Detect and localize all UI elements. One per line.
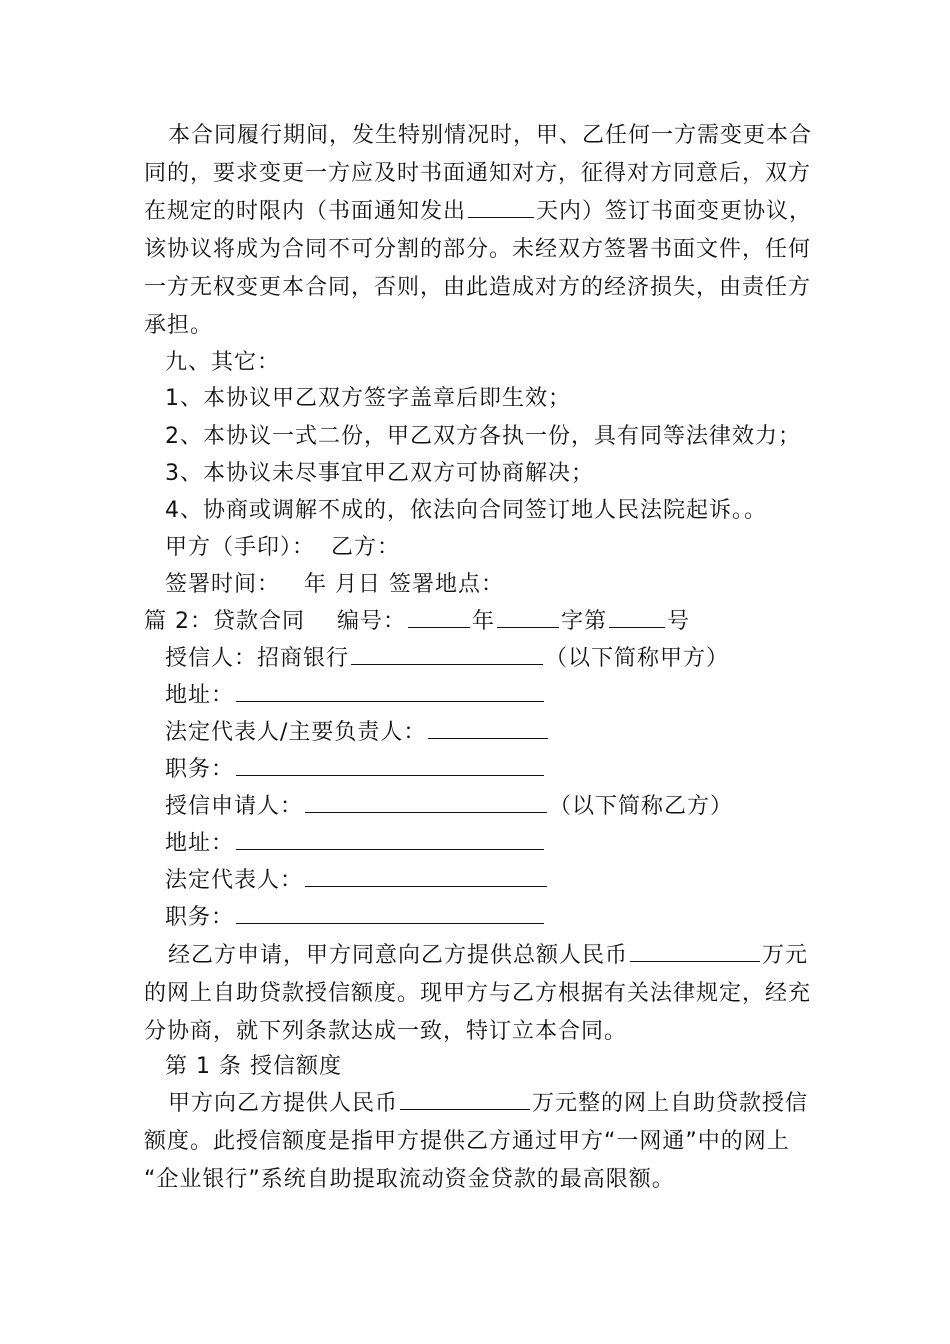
para3-line-2: 额度。此授信额度是指甲方提供乙方通过甲方“一网通”中的网上 [144, 1129, 790, 1154]
sign-time: 签署时间： 年 月日 签署地点： [165, 572, 504, 597]
creditor-rep [165, 720, 550, 746]
para3-line-1a: 甲方向乙方提供人民币 [168, 1091, 399, 1116]
article2-hao: 号 [667, 609, 691, 634]
applicant-rep [165, 868, 549, 894]
blank-applicant-title [236, 905, 544, 924]
applicant-label: 授信申请人： [165, 794, 304, 819]
para3-line-1 [168, 1091, 808, 1117]
blank-creditor-title [236, 757, 544, 776]
blank-creditor-address [236, 683, 544, 702]
para1-line-5: 一方无权变更本合同，否则，由此造成对方的经济损失，由责任方 [144, 275, 812, 300]
applicant-title-label: 职务： [165, 905, 235, 930]
para1-line-2: 同的，要求变更一方应及时书面通知对方，征得对方同意后，双方 [144, 161, 812, 186]
applicant-rep-label: 法定代表人： [165, 868, 304, 893]
applicant-address-label: 地址： [165, 831, 235, 856]
article2-year: 年 [471, 609, 495, 634]
blank-amount-1 [630, 943, 760, 962]
section9-item-1: 1、本协议甲乙双方签字盖章后即生效； [165, 386, 571, 411]
blank-amount-2 [400, 1091, 530, 1110]
section9-item-4: 4、协商或调解不成的，依法向合同签订地人民法院起诉。。 [165, 498, 767, 523]
para2-line-1 [168, 943, 808, 969]
party-sign: 甲方（手印）： 乙方： [165, 535, 400, 560]
blank-applicant [305, 794, 547, 813]
para1-line-4: 该协议将成为合同不可分割的部分。未经双方签署书面文件，任何 [144, 237, 812, 262]
blank-applicant-rep [305, 868, 547, 887]
article2-zi: 字第 [560, 609, 607, 634]
para2-line-1a: 经乙方申请，甲方同意向乙方提供总额人民币 [168, 943, 629, 968]
clause1-title: 第 1 条 授信额度 [165, 1054, 342, 1079]
article2-title-prefix: 篇 2：贷款合同 编号： [144, 609, 406, 634]
creditor-title [165, 757, 546, 783]
para1-line-6: 承担。 [144, 313, 214, 338]
creditor-title-label: 职务： [165, 757, 235, 782]
applicant-title [165, 905, 546, 931]
blank-creditor [351, 646, 543, 665]
creditor-address-label: 地址： [165, 683, 235, 708]
blank-creditor-rep [428, 720, 548, 739]
blank-code-2 [497, 609, 559, 628]
para1-line-3a: 在规定的时限内（书面通知发出 [144, 199, 467, 224]
para1-line-3b: 天内）签订书面变更协议， [536, 199, 813, 224]
applicant-line [165, 794, 733, 820]
section9-item-3: 3、本协议未尽事宜甲乙双方可协商解决； [165, 461, 594, 486]
para2-line-2: 的网上自助贷款授信额度。现甲方与乙方根据有关法律规定，经充 [144, 981, 812, 1006]
para1-line-1: 本合同履行期间，发生特别情况时，甲、乙任何一方需变更本合 [168, 123, 813, 148]
blank-applicant-address [236, 831, 544, 850]
section9-title: 九、其它： [165, 350, 281, 375]
blank-code-1 [408, 609, 470, 628]
applicant-suffix: （以下简称乙方） [549, 794, 734, 819]
blank-days [468, 199, 534, 218]
para3-line-3: “企业银行”系统自助提取流动资金贷款的最高限额。 [144, 1167, 675, 1192]
creditor-line [165, 646, 729, 672]
creditor-suffix: （以下简称甲方） [545, 646, 730, 671]
para1-line-3 [144, 199, 812, 225]
para3-line-1b: 万元整的网上自助贷款授信 [532, 1091, 809, 1116]
section9-item-2: 2、本协议一式二份，甲乙双方各执一份，具有同等法律效力； [165, 424, 801, 449]
applicant-address [165, 831, 546, 857]
creditor-address [165, 683, 546, 709]
creditor-rep-label: 法定代表人/主要负责人： [165, 720, 427, 745]
blank-code-3 [609, 609, 665, 628]
para2-line-3: 分协商，就下列条款达成一致，特订立本合同。 [144, 1019, 628, 1044]
creditor-label: 授信人：招商银行 [165, 646, 350, 671]
para2-line-1b: 万元 [762, 943, 809, 968]
article2-title [144, 609, 690, 635]
